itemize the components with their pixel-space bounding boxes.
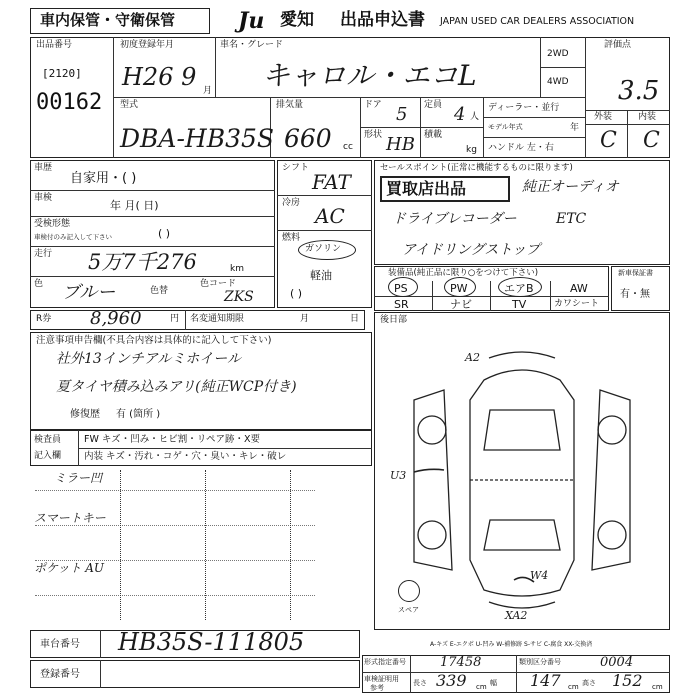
dotted-line xyxy=(35,525,315,526)
spec-type-label: 形式指定番号 xyxy=(364,658,406,666)
equip-airbag-circle xyxy=(498,277,542,297)
grid-line xyxy=(483,137,585,138)
ju-logo: Ju xyxy=(238,8,265,34)
repair-label: 修復歴 xyxy=(70,409,100,420)
mark-u3: U3 xyxy=(390,469,407,482)
deadline-month: 月 xyxy=(300,314,310,324)
fuel-value: ガソリン xyxy=(305,244,342,254)
grid-line xyxy=(550,281,551,311)
sales-label: セールスポイント(正常に機能するものに限ります) xyxy=(380,163,573,173)
grade-value: 3.5 xyxy=(618,76,660,106)
capacity-unit: 人 xyxy=(470,112,480,122)
car-diagram xyxy=(374,340,670,620)
grid-line xyxy=(277,230,372,231)
grid-line xyxy=(113,97,585,98)
km-unit: km xyxy=(230,264,244,274)
grid-line xyxy=(585,37,586,158)
grid-line xyxy=(585,124,670,125)
fuel-paren: ( ) xyxy=(290,287,303,300)
grid-line xyxy=(100,630,101,658)
receipt-label: 受検形態 xyxy=(34,219,71,229)
storage-title: 車内保管・守衛保管 xyxy=(40,11,176,29)
color-code-label: 色コード xyxy=(200,279,237,289)
chassis-label: 車台番号 xyxy=(40,639,80,650)
interior-label: 内装 xyxy=(638,112,657,122)
displacement-value: 660 xyxy=(284,124,332,153)
dotted-line xyxy=(35,490,315,491)
color-code-value: ZKS xyxy=(224,289,254,305)
deadline-day: 日 xyxy=(350,314,360,324)
fw-row: FW キズ・凹み・ヒビ割・リペア跡・X要 xyxy=(84,434,261,445)
after-label: 後日部 xyxy=(380,315,408,325)
lot-number: 00162 xyxy=(36,90,103,115)
history-value: 自家用・( ) xyxy=(70,171,137,186)
mark-w4: W4 xyxy=(530,569,549,582)
warranty-label: 新車保証書 xyxy=(618,269,653,277)
year-unit: 年 xyxy=(570,123,580,133)
shift-value: FAT xyxy=(312,170,351,194)
first-reg-value: H26 9 xyxy=(122,63,197,91)
type-label: 型式 xyxy=(120,100,139,110)
door-value: 5 xyxy=(396,104,408,125)
mark-a2: A2 xyxy=(465,351,480,364)
association-name: JAPAN USED CAR DEALERS ASSOCIATION xyxy=(440,16,635,27)
grid-line xyxy=(120,470,121,620)
grid-line xyxy=(627,110,628,158)
equip-sr: SR xyxy=(394,298,409,311)
sales-line2a: ドライブレコーダー xyxy=(392,211,517,227)
sales-line2b: ETC xyxy=(556,211,587,227)
length-value: 339 xyxy=(436,671,467,690)
width-unit: cm xyxy=(568,683,579,691)
region-name: 愛知 xyxy=(280,10,314,30)
extra-note1: ミラー凹 xyxy=(54,471,103,485)
grid-line xyxy=(585,110,670,111)
cc-unit: cc xyxy=(343,142,353,152)
grid-line xyxy=(490,281,491,311)
equip-ps-circle xyxy=(388,277,418,297)
sales-badge: 買取店出品 xyxy=(386,179,467,198)
notes-label: 注意事項申告欄(不具合内容は具体的に記入して下さい) xyxy=(36,335,272,346)
entry-label: 記入欄 xyxy=(34,451,62,461)
grid-line xyxy=(100,660,101,688)
spec-type-value: 17458 xyxy=(440,655,482,670)
equip-navi: ナビ xyxy=(450,298,472,311)
mileage-label: 走行 xyxy=(34,249,53,259)
model-year-label: モデル年式 xyxy=(488,123,523,131)
capacity-value: 4 xyxy=(454,104,466,125)
grid-line xyxy=(360,127,483,128)
grid-line xyxy=(185,310,186,330)
notes-line1: 社外13インチアルミホイール xyxy=(56,351,241,367)
displacement-label: 排気量 xyxy=(276,100,304,110)
damage-legend: A-キズ E-エクボ U-凹み W-補修跡 S-サビ C-腐食 XX-交換済 xyxy=(430,641,593,648)
chassis-value: HB35S-111805 xyxy=(118,628,305,656)
handle-label: ハンドル 左・右 xyxy=(488,143,554,153)
recycle-label: R券 xyxy=(36,314,52,324)
inspector-label: 検査員 xyxy=(34,435,62,445)
equip-seat: カワシート xyxy=(554,299,600,309)
exterior-label: 外装 xyxy=(594,112,613,122)
sales-line1: 純正オーディオ xyxy=(522,179,619,195)
ac-label: 冷房 xyxy=(282,198,301,208)
equip-ps: PS xyxy=(394,282,408,295)
shift-label: シフト xyxy=(282,163,310,173)
grid-line xyxy=(205,470,206,620)
exterior-value: C xyxy=(600,128,617,153)
door-label: ドア xyxy=(364,100,382,110)
height-unit: cm xyxy=(652,683,663,691)
dotted-line xyxy=(35,595,315,596)
equip-airbag: エアB xyxy=(504,282,534,295)
equip-aw: AW xyxy=(570,282,588,295)
length-label: 長さ xyxy=(413,679,427,687)
history-label: 車歴 xyxy=(34,163,53,173)
ref-label: 参考 xyxy=(370,684,384,692)
warranty-value: 有・無 xyxy=(620,289,650,300)
mileage-value: 5万7千276 xyxy=(88,250,197,274)
form-title: 出品申込書 xyxy=(340,10,425,30)
fuel-label: 燃料 xyxy=(282,233,301,243)
loading-label: 積載 xyxy=(424,130,443,140)
equip-tv: TV xyxy=(512,298,527,311)
width-value: 147 xyxy=(530,671,561,690)
grid-line xyxy=(410,655,411,693)
mark-xa2: XA2 xyxy=(505,609,528,622)
grid-line xyxy=(483,117,585,118)
grade-label: 評価点 xyxy=(604,40,632,50)
model-name-value: キャロル・エコL xyxy=(262,59,477,92)
grid-line xyxy=(516,655,517,693)
grid-line xyxy=(30,276,275,277)
grid-line xyxy=(540,67,585,68)
inspection-label: 車検 xyxy=(34,193,53,203)
sales-line3: アイドリングストップ xyxy=(402,242,540,258)
drive-4wd: 4WD xyxy=(547,77,569,87)
grid-line xyxy=(290,470,291,620)
inspection-value: 年 月( 日) xyxy=(110,199,159,212)
deadline-label: 名変通知期限 xyxy=(190,314,245,324)
capacity-label: 定員 xyxy=(424,100,443,110)
month-unit: 月 xyxy=(203,86,213,96)
grid-line xyxy=(30,246,275,247)
extra-note2: スマートキー xyxy=(34,511,106,525)
equipment-label: 装備品(純正品に限り○をつけて下さい) xyxy=(388,268,539,278)
width-label: 幅 xyxy=(490,679,497,687)
extra-note3: ポケット AU xyxy=(34,561,104,575)
receipt-sub: 車検付のみ記入して下さい xyxy=(34,233,112,241)
color-label: 色 xyxy=(34,279,44,289)
grid-line xyxy=(30,216,275,217)
grid-line xyxy=(78,448,372,449)
receipt-paren: ( ) xyxy=(158,227,171,240)
shape-value: HB xyxy=(386,134,415,155)
model-name-label: 車名・グレード xyxy=(220,40,284,50)
grid-line xyxy=(374,296,609,297)
interior-value: C xyxy=(643,128,660,153)
dealer-label: ディーラー・並行 xyxy=(488,103,560,113)
height-label: 高さ xyxy=(582,679,596,687)
grid-line xyxy=(215,37,216,97)
length-unit: cm xyxy=(476,683,487,691)
grid-line xyxy=(432,281,433,311)
recycle-value: 8,960 xyxy=(90,308,142,329)
drive-2wd: 2WD xyxy=(547,49,569,59)
lot-label: 出品番号 xyxy=(36,40,73,50)
spare-label: スペア xyxy=(398,606,419,614)
grid-line xyxy=(483,97,484,158)
ac-value: AC xyxy=(315,204,345,228)
plate-label: 登録番号 xyxy=(40,669,80,680)
lot-sub: [2120] xyxy=(42,67,82,80)
height-value: 152 xyxy=(612,671,643,690)
type-value: DBA-HB35S xyxy=(120,124,275,153)
spare-circle xyxy=(398,580,420,602)
cert-label: 車検証明用 xyxy=(364,675,399,683)
fuel-alt: 軽油 xyxy=(310,269,332,282)
notes-line2: 夏タイヤ積み込みアリ(純正WCP付き) xyxy=(56,379,297,395)
color-value: ブルー xyxy=(62,282,116,303)
class-value: 0004 xyxy=(600,655,634,670)
kg-unit: kg xyxy=(466,145,477,155)
color-change-label: 色替 xyxy=(150,286,169,296)
repair-value: 有 (箇所 ) xyxy=(116,409,161,420)
first-reg-label: 初度登録年月 xyxy=(120,40,175,50)
equip-pw-circle xyxy=(444,277,476,297)
grid-line xyxy=(277,195,372,196)
shape-label: 形状 xyxy=(364,130,383,140)
grid-line xyxy=(30,190,275,191)
class-label: 類別区分番号 xyxy=(519,658,561,666)
yen-unit: 円 xyxy=(170,314,180,324)
equip-pw: PW xyxy=(450,282,468,295)
interior-row: 内装 キズ・汚れ・コゲ・穴・臭い・キレ・破レ xyxy=(84,451,287,462)
